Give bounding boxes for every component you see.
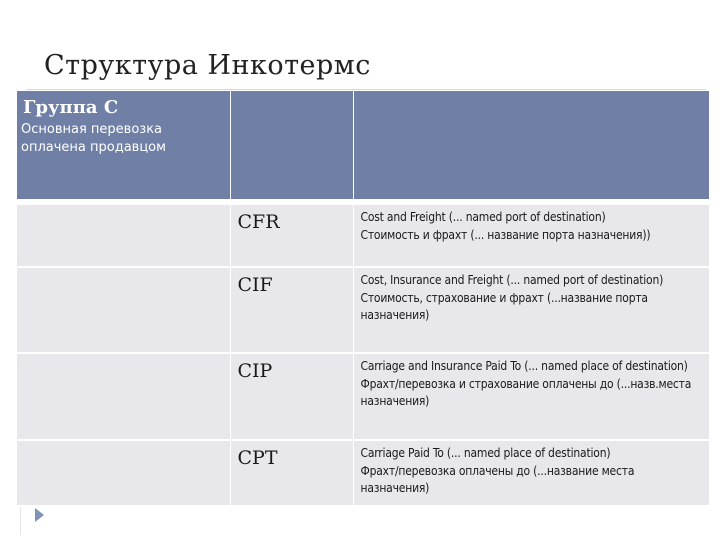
table-cell-empty (17, 205, 230, 267)
term-description (353, 440, 709, 506)
term-code: CIF (230, 267, 353, 353)
play-arrow-icon[interactable] (35, 508, 44, 522)
group-title: Группа С (23, 97, 119, 118)
term-description (353, 353, 709, 440)
table-row (17, 353, 709, 440)
title-divider (26, 89, 706, 90)
incoterms-table (17, 91, 709, 507)
table-cell-empty (17, 440, 230, 506)
table-row (17, 440, 709, 506)
term-code: CPT (230, 440, 353, 506)
table-cell-empty (17, 267, 230, 353)
table-cell-empty (17, 353, 230, 440)
term-description-en: Carriage Paid To (... named place of destination) (360, 446, 611, 460)
table-row (17, 267, 709, 353)
term-description-en: Cost and Freight (... named port of destination) (360, 210, 606, 224)
header-cell-empty (353, 91, 709, 199)
term-description-ru: Стоимость, страхование и фрахт (...название порта назначения) (360, 290, 648, 322)
table-header-row (17, 91, 709, 199)
term-description-ru: Фрахт/перевозка и страхование оплачены до (...назв.места назначения) (360, 376, 692, 408)
term-code: CIP (230, 353, 353, 440)
term-description-en: Carriage and Insurance Paid To (... named place of destination) (360, 359, 688, 373)
term-description (353, 267, 709, 353)
group-description: Основная перевозка оплачена продавцом (21, 122, 166, 155)
term-description-en: Cost, Insurance and Freight (... named port of destination) (360, 273, 664, 287)
table-row (17, 205, 709, 267)
term-description-ru: Стоимость и фрахт (... название порта назначения)) (360, 227, 651, 242)
term-description-ru: Фрахт/перевозка оплачены до (...название места назначения) (360, 463, 635, 495)
header-cell-empty (230, 91, 353, 199)
term-code: CFR (230, 205, 353, 267)
page-title: Структура Инкотермс (44, 50, 371, 81)
group-header-cell (17, 91, 230, 199)
term-description (353, 205, 709, 267)
